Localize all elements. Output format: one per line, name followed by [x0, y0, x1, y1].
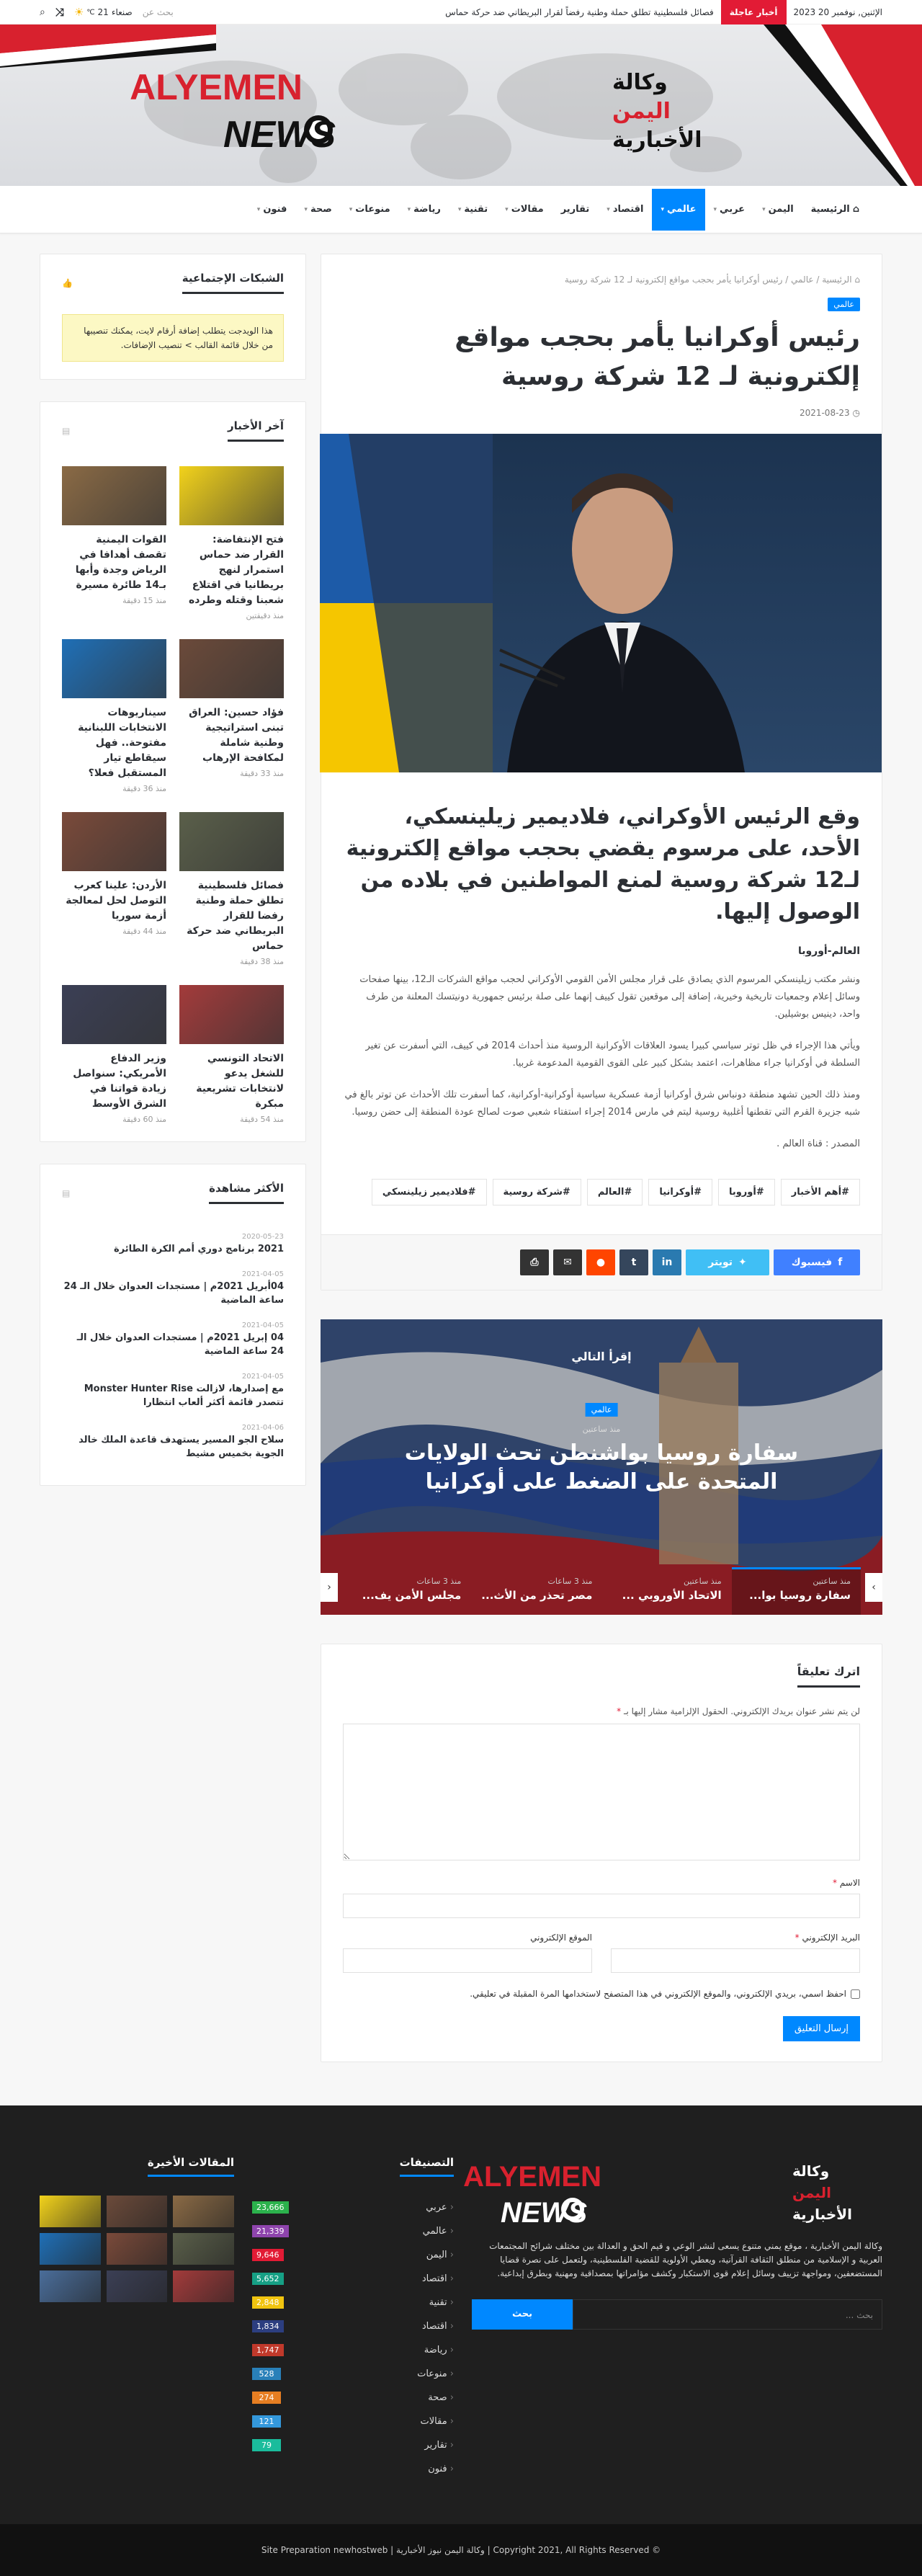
footer-post-thumbnail[interactable] [40, 2196, 101, 2227]
weather-widget [74, 6, 133, 19]
post-time: منذ 54 دقيقة [240, 1115, 284, 1124]
current-date: الإثنين, نوفمبر 20 2023 [793, 7, 882, 17]
logo-ar-2: اليمن [612, 99, 671, 124]
most-viewed-widget [40, 1164, 306, 1486]
footer-category[interactable] [252, 2219, 454, 2243]
share-tumblr-button[interactable] [619, 1249, 648, 1275]
post-time: منذ دقيقتين [246, 611, 284, 620]
most-viewed-title[interactable]: 2021 برنامج دوري أمم الكرة الطائرة [114, 1244, 284, 1254]
email-input[interactable] [611, 1948, 860, 1973]
footer-category-name[interactable]: ‹ عالمي [423, 2226, 454, 2237]
tumblr-icon: t [631, 1257, 637, 1268]
nav-item[interactable] [753, 186, 802, 233]
article-title: رئيس أوكرانيا يأمر بحجب مواقع إلكترونية لـ 12 شركة روسية [455, 323, 860, 391]
footer-post-thumbnail[interactable] [107, 2233, 168, 2265]
read-next-thumb-time: منذ 3 ساعات [547, 1577, 593, 1586]
print-icon: ⎙ [530, 1257, 539, 1268]
clock-icon: ◷ [852, 408, 860, 418]
nav-item-label: منوعات [355, 204, 390, 215]
post-title[interactable]: فؤاد حسين: العراق تبنى استراتيجية وطنية شاملة لمكافحة الإرهاب [189, 707, 284, 764]
footer-category-name[interactable]: ‹ تقنية [429, 2297, 454, 2308]
article-date [343, 408, 860, 418]
facebook-icon: f [838, 1257, 843, 1268]
save-info-consent[interactable] [343, 1989, 860, 1999]
name-label: الاسم * [832, 1878, 860, 1888]
reddit-icon: ● [596, 1257, 606, 1268]
read-next-thumb-title: سفارة روسيا بوا... [749, 1589, 851, 1602]
plugin-notice: هذا الويدجت يتطلب إضافة أرقام لايت، يمكنك تنصيبها من خلال قائمة القالب > تنصيب الإضافات. [62, 314, 284, 362]
article-source: المصدر : قناة العالم . [776, 1138, 860, 1149]
site-footer [0, 2105, 922, 2524]
tag-link[interactable]: #فلاديمير زيلينسكي [372, 1179, 487, 1205]
nav-item[interactable] [552, 186, 599, 233]
tag-list [343, 1179, 860, 1205]
article [321, 254, 882, 1291]
read-next-thumb-time: منذ ساعتين [684, 1577, 722, 1586]
footer-category-name[interactable]: ‹ اليمن [426, 2250, 454, 2260]
nav-item[interactable] [341, 186, 399, 233]
read-next-category[interactable]: عالمي [586, 1403, 618, 1417]
document-icon: ▤ [62, 1187, 71, 1198]
weather-temp: 21 [97, 7, 109, 17]
nav-item-label: صحة [310, 204, 332, 215]
nav-item-label: فنون [263, 204, 287, 215]
footer-category-count: 1,834 [252, 2320, 284, 2332]
footer-logo-ar-2: اليمن [792, 2184, 831, 2201]
footer-logo[interactable] [463, 2156, 852, 2229]
chevron-down-icon: ▾ [304, 206, 308, 213]
footer-category-name[interactable]: ‹ اقتصاد [422, 2321, 454, 2332]
post-thumbnail[interactable] [62, 639, 166, 698]
share-facebook-button[interactable] [774, 1249, 860, 1275]
footer-logo-ar-3: الأخبارية [792, 2206, 852, 2223]
main-navigation [0, 186, 922, 233]
comment-notice: لن يتم نشر عنوان بريدك الإلكتروني. الحقول الإلزامية مشار إليها بـ * [617, 1706, 860, 1716]
logo-latin-1: ALYEMEN [130, 67, 303, 107]
footer-category-count: 2,848 [252, 2296, 284, 2309]
footer-search-button[interactable]: بحث [472, 2299, 573, 2330]
tag-link[interactable]: #أهم الأخبار [781, 1179, 860, 1205]
home-icon: ⌂ [852, 204, 859, 215]
read-next-thumb[interactable] [342, 1567, 471, 1615]
nav-item[interactable] [496, 186, 552, 233]
footer-post-thumbnail[interactable] [173, 2233, 234, 2265]
most-viewed-title: الأكثر مشاهدة [209, 1182, 284, 1204]
footer-category[interactable] [252, 2291, 454, 2314]
latest-post[interactable] [62, 466, 166, 620]
top-bar [0, 0, 922, 24]
nav-item[interactable] [598, 186, 652, 233]
footer-search [472, 2299, 882, 2330]
footer-category-count: 9,646 [252, 2249, 284, 2261]
footer-category[interactable] [252, 2457, 454, 2481]
most-viewed-item[interactable] [62, 1314, 284, 1365]
most-viewed-title[interactable]: سلاح الجو المسير يستهدف قاعدة الملك خالد الجوية بخميس مشيط [79, 1435, 284, 1459]
random-article-icon[interactable]: ⤨ [55, 6, 64, 19]
nav-item-label: عالمي [667, 204, 697, 215]
nav-item[interactable] [399, 186, 449, 233]
latest-post[interactable] [179, 812, 284, 966]
read-next-slider[interactable] [321, 1319, 882, 1615]
chevron-down-icon: ▾ [505, 206, 509, 213]
breadcrumb[interactable] [343, 275, 860, 285]
search-icon[interactable]: ⌕ [40, 6, 45, 18]
read-next-thumb-time: منذ 3 ساعات [416, 1577, 462, 1586]
breadcrumb-text[interactable]: الرئيسية / عالمي / رئيس أوكرانيا يأمر بحجب مواقع إلكترونية لـ 12 شركة روسية [564, 275, 852, 285]
footer-category-name[interactable]: ‹ مقالات [421, 2416, 455, 2427]
latest-news-title: آخر الأخبار [228, 419, 284, 442]
linkedin-icon: in [661, 1257, 673, 1268]
article-paragraph: ويأتي هذا الإجراء في ظل توتر سياسي كبيرا يسود العلاقات الأوكرانية الروسية منذ أحداث 2014 في كييف، التي أسفرت عن تغير السلطة في أوكرانيا جراء مظاهرات، اعتمد بشكل كبير على القوى القومية المدعومة غربيا. [365, 1040, 860, 1069]
nav-item-label: الرئيسية [810, 204, 850, 215]
logo-ar-1: وكالة [612, 70, 668, 95]
nav-item-label: مقالات [511, 204, 544, 215]
footer-logo-ar-1: وكالة [792, 2162, 830, 2180]
footer-category-count: 21,339 [252, 2225, 289, 2237]
read-next-thumbnails [342, 1567, 861, 1615]
site-header [0, 24, 922, 186]
footer-category-name[interactable]: ‹ رياضة [424, 2345, 454, 2356]
latest-post[interactable] [179, 639, 284, 793]
website-label: الموقع الإلكتروني [530, 1933, 592, 1943]
tag-link[interactable]: #أوكرانيا [648, 1179, 712, 1205]
post-title[interactable]: الاتحاد التونسي للشغل يدعو لانتخابات تشريعية مبكرة [196, 1053, 284, 1110]
post-thumbnail[interactable] [62, 812, 166, 871]
footer-category[interactable] [252, 2196, 454, 2219]
footer-categories-title: التصنيفات [400, 2156, 454, 2177]
flag-ribbon-left [0, 24, 216, 68]
footer-post-thumbnail[interactable] [107, 2196, 168, 2227]
email-label-text: البريد الإلكتروني [802, 1933, 860, 1943]
post-thumbnail[interactable] [179, 466, 284, 525]
read-next-thumb-title: مصر تحذر من الأث... [481, 1589, 593, 1602]
footer-description: وكالة اليمن الأخبارية ، موقع يمني متنوع يسعى لنشر الوعي و قيم الحق و العدالة بين مختلف شرائح المجتمعات العربية و الإسلامية من منطلق الثقافة القرآنية، ويعطي الأولوية للقضية الفلسطينية، ولتعمل على نصرة قضايا المستضعفين، ومواجهة تزييف وسائل إعلام قوى الاستكبار وكشف مؤامراتها بمصداقية ومهنية وبطرق إبداعية. [489, 2241, 882, 2278]
top-search[interactable] [143, 7, 174, 17]
footer-category[interactable] [252, 2386, 454, 2410]
footer-category-name[interactable]: ‹ صحة [428, 2392, 454, 2403]
slider-next-arrow[interactable]: › [865, 1573, 882, 1602]
footer-category-count: 274 [252, 2392, 281, 2404]
nav-item[interactable] [802, 186, 868, 233]
footer-category[interactable] [252, 2433, 454, 2457]
footer-category-name[interactable]: ‹ منوعات [417, 2368, 454, 2379]
nav-item[interactable] [249, 186, 296, 233]
comment-form-title: اترك تعليقاً [797, 1664, 860, 1688]
most-viewed-date: 2021-04-05 [241, 1270, 284, 1278]
most-viewed-date: 2021-04-05 [241, 1373, 284, 1381]
most-viewed-date: 2021-04-06 [241, 1424, 284, 1432]
read-next-thumb[interactable] [471, 1567, 602, 1615]
logo-latin-2: NEWS [223, 114, 336, 156]
share-twitter-label: تويتر [708, 1257, 733, 1268]
name-label-text: الاسم [839, 1878, 860, 1888]
twitter-icon: ✦ [738, 1257, 747, 1268]
share-facebook-label: فيسبوك [791, 1257, 833, 1268]
nav-item-label: تقنية [464, 204, 488, 215]
footer-category-count: 121 [252, 2415, 281, 2428]
social-widget-title: الشبكات الإجتماعية [182, 272, 284, 294]
read-next-thumb-time: منذ ساعتين [813, 1577, 851, 1586]
article-paragraph: ومنذ ذلك الحين تشهد منطقة دونباس شرق أوكرانيا أزمة عسكرية سياسية أوكرانية-أوكرانية، كما أسفرت تلك الأحداث عن توتر بالغ في شبه جزيرة القرم التي تقطنها أغلبية روسية ليتم في مارس 2014 إجراء استفتاء شعبي صوت لصالح عودة المنطقة إلى حضن روسيا. [344, 1089, 860, 1118]
footer-post-thumbnail[interactable] [173, 2270, 234, 2302]
weather-city: صنعاء [111, 7, 133, 17]
top-search-input[interactable]: بحث عن [142, 7, 174, 17]
nav-item[interactable] [295, 186, 340, 233]
tag-link[interactable]: #العالم [587, 1179, 643, 1205]
latest-post[interactable] [179, 985, 284, 1124]
site-logo[interactable] [130, 62, 702, 156]
post-thumbnail[interactable] [62, 466, 166, 525]
breaking-news-ticker[interactable]: فصائل فلسطينية تطلق حملة وطنية رفضاً لقرار البريطاني ضد حركة حماس [445, 7, 714, 17]
weather-unit: ℃ [86, 8, 95, 17]
footer-post-thumbnail[interactable] [40, 2233, 101, 2265]
most-viewed-title[interactable]: 04 إبريل 2021م | مستجدات العدوان خلال الـ 24 ساعة الماضية [76, 1332, 284, 1357]
nav-item-label: تقارير [560, 204, 590, 215]
post-time: منذ 60 دقيقة [122, 1115, 166, 1124]
footer-category[interactable] [252, 2243, 454, 2267]
footer-post-thumbnail[interactable] [173, 2196, 234, 2227]
email-label: البريد الإلكتروني * [795, 1933, 860, 1943]
flag-ribbon-right [764, 24, 922, 186]
footer-category-count: 1,747 [252, 2344, 284, 2356]
footer-category-count: 5,652 [252, 2273, 284, 2285]
footer-category-count [252, 2468, 281, 2471]
post-title[interactable]: سيناريوهات الانتخابات اللبنانية مفتوحة.. فهل سيقاطع تيار المستقبل فعلا؟ [78, 707, 166, 779]
nav-item[interactable] [705, 186, 754, 233]
nav-item-label: اليمن [768, 204, 794, 215]
email-icon: ✉ [563, 1257, 572, 1268]
read-next-thumb-title: الاتحاد الأوروبي ... [622, 1589, 722, 1602]
footer-post-thumbnail[interactable] [107, 2270, 168, 2302]
nav-item-label: عربي [720, 204, 746, 215]
share-buttons [321, 1234, 882, 1290]
post-title[interactable]: فصائل فلسطينية تطلق حملة وطنية رفضا للقرار البريطاني ضد حركة حماس [187, 880, 284, 952]
tag-link[interactable]: #شركة روسية [493, 1179, 581, 1205]
nav-item[interactable] [449, 186, 496, 233]
article-paragraph: ونشر مكتب زيلينسكي المرسوم الذي يصادق على قرار مجلس الأمن القومي الأوكراني لحجب مواقع الشركات الـ12، بينها صفحات وسائل إعلام وجمعيات تاريخية وخيرية، إضافة إلى موقعين تقول كييف إنهما على صلة برئيس جمهورية دونيتسك المعلنة من طرف واحد، دينيس بوشيلين. [359, 974, 860, 1020]
nav-item[interactable] [652, 189, 704, 231]
save-info-checkbox[interactable] [851, 1989, 860, 1999]
chevron-down-icon: ▾ [457, 206, 462, 213]
chevron-down-icon: ▾ [349, 206, 353, 213]
thumbs-up-icon: 👍 [62, 277, 73, 288]
post-title[interactable]: فتح الإنتفاضة: القرار ضد حماس استمرار لنهج بريطانيا في اقتلاع شعبنا وقتله وطرده [189, 534, 284, 606]
social-widget [40, 254, 306, 380]
share-linkedin-button[interactable] [653, 1249, 681, 1275]
footer-latest-title: المقالات الأخيرة [148, 2156, 234, 2177]
footer-post-thumbnail[interactable] [40, 2270, 101, 2302]
featured-image [321, 434, 882, 772]
home-icon: ⌂ [854, 275, 860, 285]
footer-category[interactable] [252, 2362, 454, 2386]
share-reddit-button[interactable] [586, 1249, 615, 1275]
post-thumbnail[interactable] [179, 812, 284, 871]
footer-category-count: 79 [252, 2439, 281, 2451]
footer-search-input[interactable]: بحث ... [573, 2299, 882, 2330]
read-next-thumb[interactable] [732, 1567, 861, 1615]
footer-logo-latin-2: NEWS [501, 2197, 587, 2229]
latest-post[interactable] [62, 639, 166, 793]
post-thumbnail[interactable] [62, 985, 166, 1044]
post-time: منذ 44 دقيقة [122, 927, 166, 936]
post-title[interactable]: الأردن: علينا كعرب التوصل لحل لمعالجة أزمة سوريا [66, 880, 166, 922]
read-next-thumb-title: مجلس الأمن يف... [362, 1589, 462, 1602]
footer-category-count: 23,666 [252, 2201, 289, 2214]
most-viewed-item[interactable] [62, 1417, 284, 1468]
copyright: © Copyright 2021, All Rights Reserved | وكالة اليمن نيوز الأخبارية | Site Preparation newhostweb [0, 2524, 922, 2576]
post-thumbnail[interactable] [179, 985, 284, 1044]
chevron-down-icon: ▾ [661, 206, 664, 213]
save-info-text: احفظ اسمي، بريدي الإلكتروني، والموقع الإلكتروني في هذا المتصفح لاستخدامها المرة المقبلة في تعليقي. [470, 1989, 846, 1999]
latest-post[interactable] [179, 466, 284, 620]
post-thumbnail[interactable] [179, 639, 284, 698]
footer-logo-latin-1: ALYEMEN [463, 2161, 601, 2193]
chevron-down-icon: ▾ [607, 206, 610, 213]
footer-category-name[interactable]: ‹ تقارير [424, 2440, 454, 2451]
breaking-news-label: أخبار عاجلة [721, 0, 787, 24]
article-date-text: 2021-08-23 [799, 408, 850, 418]
most-viewed-date: 2020-05-23 [241, 1233, 284, 1241]
tag-link[interactable]: #أوروبا [718, 1179, 775, 1205]
post-time: منذ 33 دقيقة [240, 769, 284, 778]
chevron-down-icon: ▾ [407, 206, 411, 213]
most-viewed-date: 2021-04-05 [241, 1322, 284, 1329]
comment-form [321, 1644, 882, 2062]
comment-notice-text: لن يتم نشر عنوان بريدك الإلكتروني. الحقول الإلزامية مشار إليها بـ [623, 1706, 860, 1716]
footer-category[interactable] [252, 2314, 454, 2338]
most-viewed-title[interactable]: مع إصدارها، لازالت Monster Hunter Rise تتصدر قائمة أكثر ألعاب انتظارا [84, 1383, 284, 1408]
footer-category[interactable] [252, 2338, 454, 2362]
print-button[interactable] [520, 1249, 549, 1275]
footer-category-name[interactable]: ‹ اقتصاد [422, 2273, 454, 2284]
sun-icon: ☀ [73, 6, 84, 19]
name-input[interactable] [343, 1894, 860, 1918]
read-next-thumb[interactable] [602, 1567, 731, 1615]
post-time: منذ 36 دقيقة [122, 784, 166, 793]
footer-category-count: 528 [252, 2368, 281, 2380]
nav-item-label: رياضة [413, 204, 441, 215]
category-badge[interactable]: عالمي [828, 298, 860, 311]
read-next-time: منذ ساعتين [582, 1425, 621, 1434]
chevron-down-icon: ▾ [762, 206, 766, 213]
footer-category-name[interactable]: ‹ عربي [426, 2202, 454, 2213]
footer-category[interactable] [252, 2267, 454, 2291]
article-lead: وقع الرئيس الأوكراني، فلاديمير زيلينسكي، الأحد، على مرسوم يقضي بحجب مواقع إلكترونية لـ12 شركة روسية لمنع المواطنين في بلاده من الوصول إليها. [346, 804, 860, 924]
most-viewed-item[interactable] [62, 1226, 284, 1263]
comment-textarea[interactable] [343, 1724, 860, 1860]
logo-ar-3: الأخبارية [612, 128, 702, 153]
post-title[interactable]: القوات اليمنية تقصف أهدافا في الرياض وجدة وأبها بـ14 طائرة مسيرة [75, 534, 166, 591]
submit-comment-button[interactable]: إرسال التعليق [783, 2016, 860, 2041]
nav-item-label: اقتصاد [612, 204, 644, 215]
post-time: منذ 15 دقيقة [122, 596, 166, 605]
latest-post[interactable] [62, 812, 166, 966]
most-viewed-item[interactable] [62, 1365, 284, 1417]
read-next-title: إقرأ التالي [571, 1350, 632, 1363]
share-twitter-button[interactable] [686, 1249, 769, 1275]
most-viewed-item[interactable] [62, 1263, 284, 1314]
document-icon: ▤ [62, 425, 71, 436]
post-time: منذ 38 دقيقة [240, 957, 284, 966]
article-dateline: العالم-أوروبا [797, 945, 860, 957]
share-email-button[interactable] [553, 1249, 582, 1275]
website-input[interactable] [343, 1948, 592, 1973]
slider-prev-arrow[interactable]: ‹ [321, 1573, 338, 1602]
latest-news-widget [40, 401, 306, 1142]
footer-category-name[interactable]: ‹ فنون [428, 2464, 454, 2474]
chevron-down-icon: ▾ [256, 206, 261, 213]
featured-image-illustration [320, 434, 882, 772]
most-viewed-title[interactable]: 04أبريل 2021م | مستجدات العدوان خلال الـ 24 ساعة الماضية [63, 1281, 284, 1306]
read-next-headline[interactable]: سفارة روسيا بواشنطن تحث الولايات المتحدة على الضغط على أوكرانيا [404, 1440, 799, 1494]
post-title[interactable]: وزير الدفاع الأمريكي: سنواصل زيادة قواتنا في الشرق الأوسط [73, 1053, 166, 1110]
latest-post[interactable] [62, 985, 166, 1124]
footer-category[interactable] [252, 2410, 454, 2433]
chevron-down-icon: ▾ [713, 206, 717, 213]
